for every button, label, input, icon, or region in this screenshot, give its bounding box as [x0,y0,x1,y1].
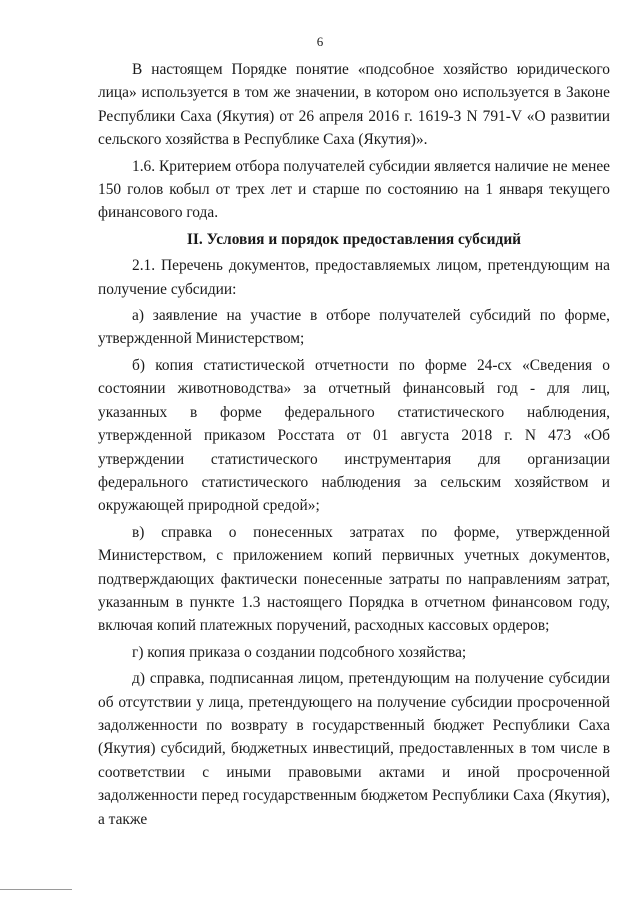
list-item-d: д) справка, подписанная лицом, претендующим на получение субсидии об отсутствии у лица, претендующего на получение субсидии просроченной задолженности по возврату в государственный бюджет Республики Саха (Якутия) субсидий, бюджетных инвестиций, предоставленных в том числе в соответствии с иными правовыми актами и иной просроченной задолженности перед государственным бюджетом Республики Саха (Якутия), а также [98,670,610,828]
section-heading: II. Условия и порядок предоставления субсидий [186,230,522,248]
paragraph-1-6: 1.6. Критерием отбора получателей субсидии является наличие не менее 150 голов кобыл от трех лет и старше по состоянию на 1 января текущего финансового года. [98,157,610,222]
paragraph-definition: В настоящем Порядке понятие «подсобное хозяйство юридического лица» используется в том же значении, в котором оно используется в Законе Республики Саха (Якутия) от 26 апреля 2016 г. 1619-З N 791-V «О развитии сельского хозяйства в Республике Саха (Якутия)». [98,61,610,149]
footer-divider [0,889,72,890]
list-item-b: б) копия статистической отчетности по форме 24-сх «Сведения о состоянии животноводства» за отчетный финансовый год - для лиц, указанных в форме федерального статистического наблюдения, утвержденной приказом Росстата от 01 августа 2018 г. N 473 «Об утверждении статистического инструментария для организации федерального статистического наблюдения за сельским хозяйством и окружающей природной средой»; [98,356,610,515]
page-number: 6 [316,34,324,49]
list-item-v: в) справка о понесенных затратах по форме, утвержденной Министерством, с приложением копий первичных учетных документов, подтверждающих фактически понесенные затраты по направлениям затрат, указанным в пункте 1.3 настоящего Порядка в отчетном финансовом году, включая копий платежных поручений, расходных кассовых ордеров; [98,523,610,635]
list-item-g: г) копия приказа о создании подсобного хозяйства; [132,643,467,661]
list-item-a: а) заявление на участие в отборе получателей субсидий по форме, утвержденной Министерством; [98,307,610,348]
paragraph-2-1: 2.1. Перечень документов, предоставляемых лицом, претендующим на получение субсидии: [98,257,610,298]
document-body [98,58,610,831]
